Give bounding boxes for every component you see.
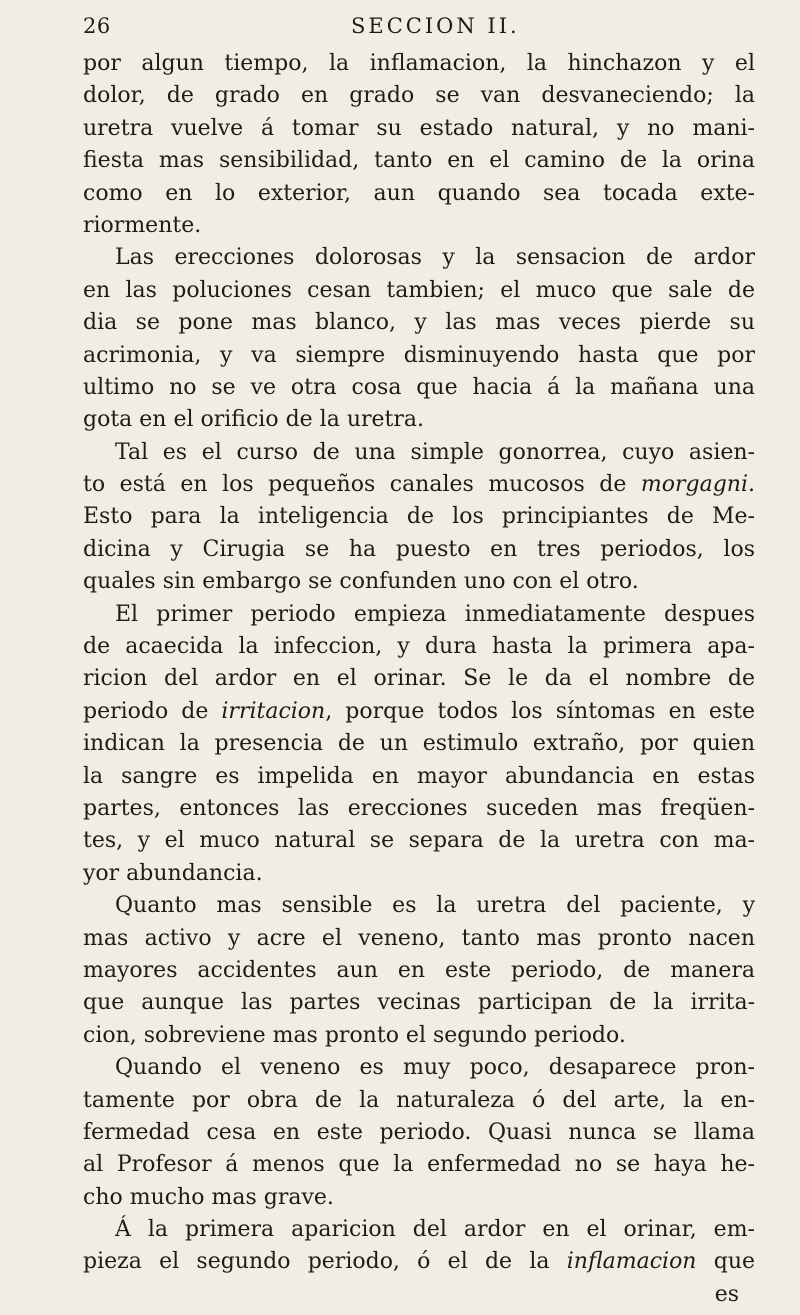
text-line: pieza el segundo periodo, ó el de la inflamacion que [83,1249,755,1275]
page-header [83,14,752,44]
text-line: que aunque las partes vecinas participan de la irrita- [83,990,755,1016]
text-line: periodo de irritacion, porque todos los síntomas en este [83,698,755,724]
paragraph-first-line: Las erecciones dolorosas y la sensacion de ardor [115,245,755,271]
text-line: Esto para la inteligencia de los principiantes de Me- [83,504,755,530]
catchword: es [714,1281,739,1307]
paragraph-first-line: Quando el veneno es muy poco, desaparece pron- [115,1055,755,1081]
paragraph-first-line: El primer periodo empieza inmediatamente despues [115,601,755,627]
text-line: de acaecida la infeccion, y dura hasta la primera apa- [83,634,755,660]
text-line: partes, entonces las erecciones suceden mas freqüen- [83,795,755,821]
running-head: SECCION II. [351,14,520,38]
text-line: cion, sobreviene mas pronto el segundo periodo. [83,1022,626,1048]
text-line: mas activo y acre el veneno, tanto mas pronto nacen [83,925,755,951]
body-text [83,48,755,1311]
page-number: 26 [83,14,111,38]
italic-term: inflamacion [566,1249,697,1275]
text-line: fiesta mas sensibilidad, tanto en el camino de la orina [83,148,755,174]
text-line: to está en los pequeños canales mucosos de morgagni. [83,472,755,498]
text-line: la sangre es impelida en mayor abundancia en estas [83,763,755,789]
italic-term: irritacion [221,698,326,724]
text-line: ultimo no se ve otra cosa que hacia á la mañana una [83,374,755,400]
text-line: dicina y Cirugia se ha puesto en tres periodos, los [83,536,755,562]
text-line: quales sin embargo se confunden uno con el otro. [83,569,639,595]
text-line: indican la presencia de un estimulo extraño, por quien [83,731,755,757]
text-line: ricion del ardor en el orinar. Se le da el nombre de [83,666,755,692]
text-line: acrimonia, y va siempre disminuyendo hasta que por [83,342,755,368]
paragraph-first-line: Á la primera aparicion del ardor en el orinar, em- [115,1217,755,1243]
text-line: tes, y el muco natural se separa de la uretra con ma- [83,828,755,854]
text-line: por algun tiempo, la inflamacion, la hinchazon y el [83,51,755,76]
text-line: tamente por obra de la naturaleza ó del arte, la en- [83,1087,755,1113]
text-line: gota en el orificio de la uretra. [83,407,424,433]
text-line: mayores accidentes aun en este periodo, de manera [83,957,755,983]
text-line: yor abundancia. [83,860,263,886]
text-line: cho mucho mas grave. [83,1184,334,1210]
text-line: dolor, de grado en grado se van desvaneciendo; la [83,83,755,109]
text-line: al Profesor á menos que la enfermedad no se haya he- [83,1152,755,1178]
text-line: uretra vuelve á tomar su estado natural, y no mani- [83,115,755,141]
text-line: fermedad cesa en este periodo. Quasi nunca se llama [83,1119,755,1145]
text-line: en las poluciones cesan tambien; el muco que sale de [83,277,755,303]
italic-term: morgagni [640,472,748,498]
paragraph-first-line: Tal es el curso de una simple gonorrea, cuyo asien- [115,439,755,465]
paragraph-first-line: Quanto mas sensible es la uretra del paciente, y [115,893,755,919]
text-line: como en lo exterior, aun quando sea tocada exte- [83,180,755,206]
text-line: riormente. [83,212,202,238]
text-line: dia se pone mas blanco, y las mas veces pierde su [83,310,755,336]
